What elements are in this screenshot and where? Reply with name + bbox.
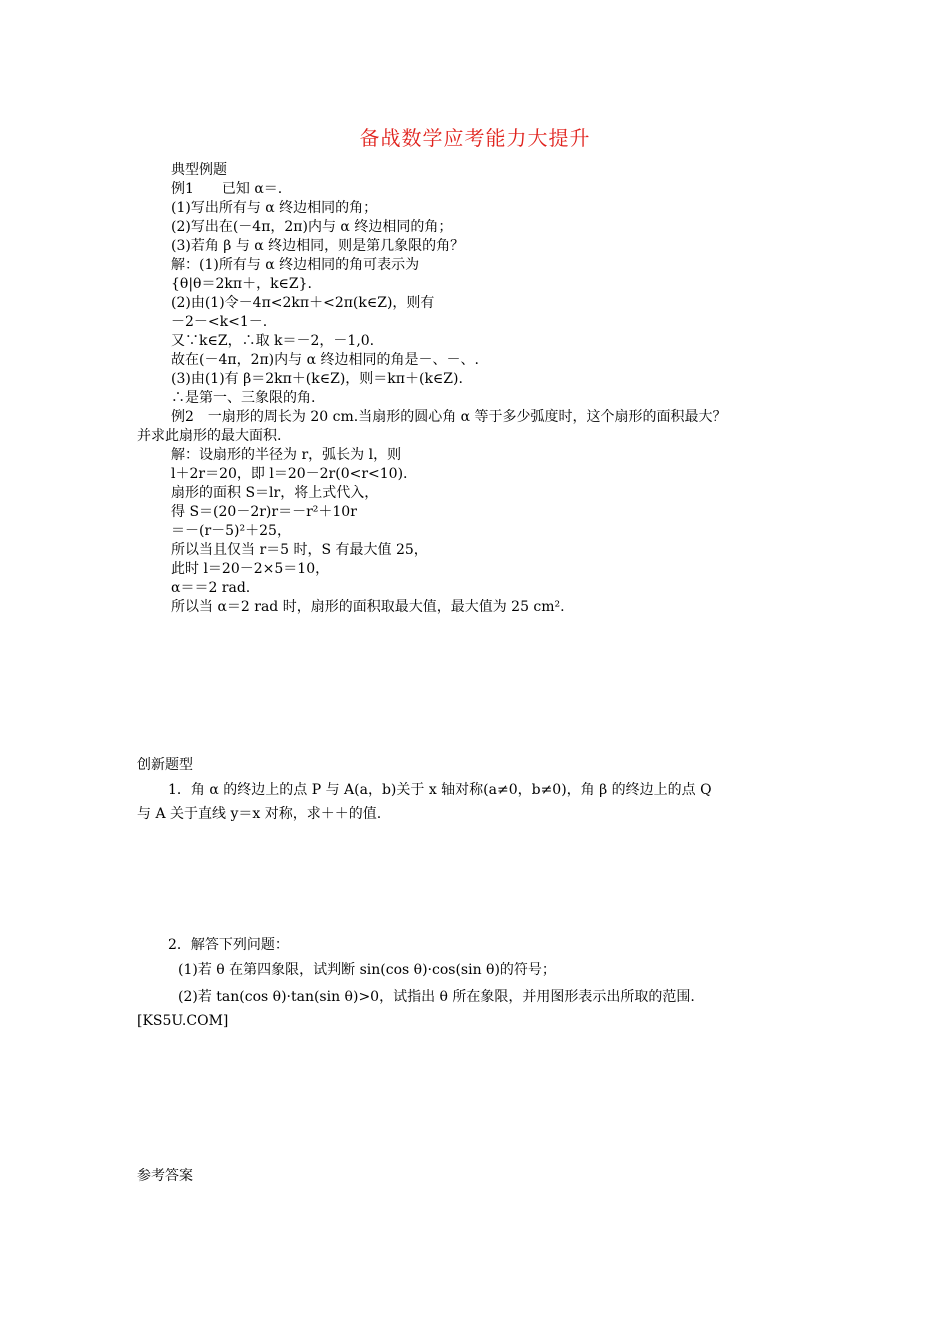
example-1-solution-line: {θ|θ＝2kπ＋，k∈Z}. (171, 276, 313, 292)
example-1-question-1: (1)写出所有与 α 终边相同的角； (171, 200, 378, 216)
example-2-solution-line: ＝－(r－5)²＋25， (171, 523, 291, 539)
example-1-solution-line: (2)由(1)令－4π<2kπ＋<2π(k∈Z)，则有 (171, 295, 435, 311)
example-1-solution-line: 解：(1)所有与 α 终边相同的角可表示为 (171, 257, 420, 273)
example-1-solution-line: 故在(－4π，2π)内与 α 终边相同的角是－、－、. (171, 352, 479, 368)
example-2-statement-continued: 并求此扇形的最大面积. (137, 428, 282, 444)
example-1-question-2: (2)写出在(－4π，2π)内与 α 终边相同的角； (171, 219, 453, 235)
problem-1-statement-continued: 与 A 关于直线 y＝x 对称，求＋＋的值. (137, 806, 382, 822)
section-heading-reference-answers: 参考答案 (137, 1168, 193, 1184)
example-2-solution-line: 所以当且仅当 r＝5 时，S 有最大值 25， (171, 542, 428, 558)
example-1-solution-line: 又∵k∈Z，∴取 k＝－2，－1,0. (171, 333, 375, 349)
example-2-solution-line: 扇形的面积 S＝lr，将上式代入， (171, 485, 379, 501)
example-1-solution-line: (3)由(1)有 β＝2kπ＋(k∈Z)，则＝kπ＋(k∈Z). (171, 371, 463, 387)
section-heading-typical-examples: 典型例题 (171, 162, 227, 178)
example-1-question-3: (3)若角 β 与 α 终边相同，则是第几象限的角？ (171, 238, 465, 254)
example-1-solution-line: ∴是第一、三象限的角. (171, 390, 316, 406)
example-1-solution-line: －2－<k<1－. (171, 314, 268, 330)
problem-2-statement: 2．解答下列问题： (168, 937, 289, 953)
document-title: 备战数学应考能力大提升 (359, 126, 591, 150)
problem-1-statement: 1．角 α 的终边上的点 P 与 A(a，b)关于 x 轴对称(a≠0，b≠0)，角 β 的终边上的点 Q (168, 782, 712, 798)
section-heading-innovative-problems: 创新题型 (137, 757, 193, 773)
example-2-statement: 例2 一扇形的周长为 20 cm.当扇形的圆心角 α 等于多少弧度时，这个扇形的面积最大？ (171, 409, 727, 425)
source-watermark-text: [KS5U.COM] (137, 1013, 229, 1029)
problem-2-question-1: (1)若 θ 在第四象限，试判断 sin(cos θ)·cos(sin θ)的符号； (178, 962, 556, 978)
example-2-solution-line: l＋2r＝20，即 l＝20－2r(0<r<10). (171, 466, 408, 482)
example-2-solution-line: 此时 l＝20－2×5＝10， (171, 561, 330, 577)
example-2-solution-line: 解：设扇形的半径为 r，弧长为 l，则 (171, 447, 402, 463)
example-2-solution-line: 得 S＝(20－2r)r＝－r²＋10r (171, 504, 357, 520)
example-1-statement: 例1 已知 α＝. (171, 181, 283, 197)
example-2-conclusion: 所以当 α＝2 rad 时，扇形的面积取最大值，最大值为 25 cm². (171, 599, 565, 615)
problem-2-question-2: (2)若 tan(cos θ)·tan(sin θ)>0，试指出 θ 所在象限，并用图形表示出所取的范围. (178, 989, 695, 1005)
example-2-solution-line: α＝＝2 rad. (171, 580, 251, 596)
